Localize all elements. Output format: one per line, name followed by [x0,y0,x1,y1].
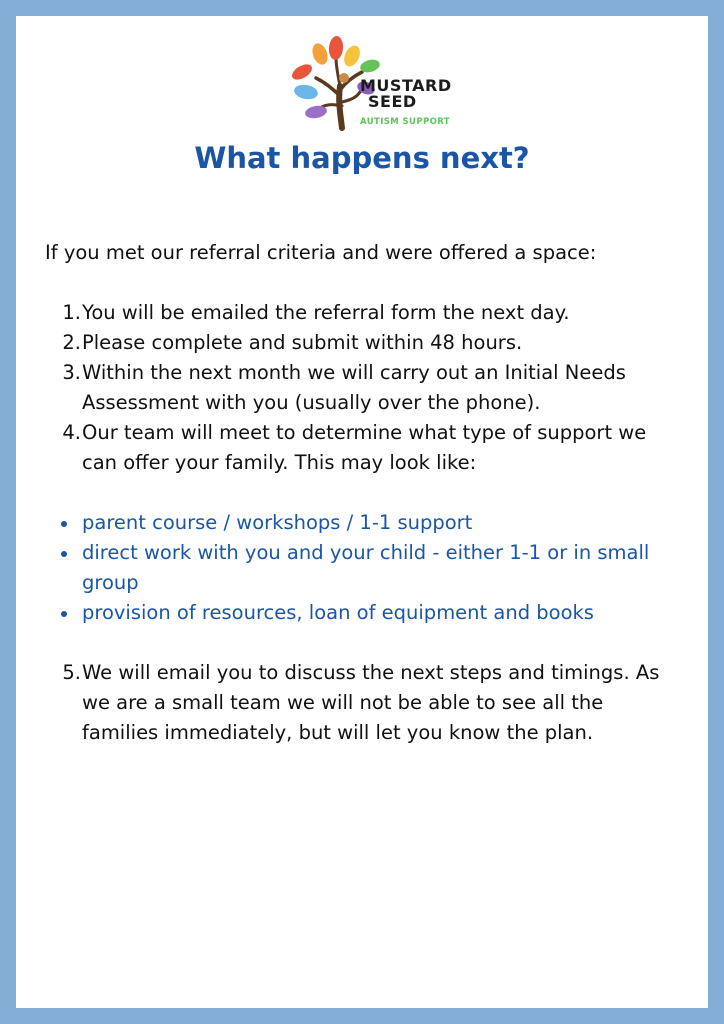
support-option [45,538,685,598]
final-steps-list [45,658,685,748]
step-item [45,358,685,418]
steps-list [45,298,685,478]
brand-name-line2: SEED [368,92,417,111]
step-number: 1. [62,301,81,324]
main-content [45,238,685,748]
step-text: You will be emailed the referral form the next day. [82,301,570,324]
support-option-text: provision of resources, loan of equipment and books [82,601,594,624]
brand-name-line1: MUSTARD [360,76,452,95]
step-text: Our team will meet to determine what type of support we can offer your family. This may look like: [82,421,647,474]
step-text: We will email you to discuss the next steps and timings. As we are a small team we will not be able to see all the families immediately, but will let you know the plan. [82,661,660,744]
step-number: 3. [62,361,81,384]
support-options-list [45,508,685,628]
step-text: Please complete and submit within 48 hours. [82,331,523,354]
brand-subtitle: AUTISM SUPPORT [360,117,450,127]
bullet-icon [61,551,67,557]
mustard-seed-logo [280,30,460,134]
step-item [45,298,685,328]
step-item [45,418,685,478]
bullet-icon [61,521,67,527]
support-option [45,598,685,628]
intro-text: If you met our referral criteria and were offered a space: [45,241,597,264]
step-number: 2. [62,331,81,354]
bullet-icon [61,611,67,617]
step-text: Within the next month we will carry out an Initial Needs Assessment with you (usually over the phone). [82,361,626,414]
step-number: 5. [62,661,81,684]
support-option-text: direct work with you and your child - either 1-1 or in small group [82,541,650,594]
step-item [45,658,685,748]
step-item [45,328,685,358]
document-page [16,16,708,1008]
page-title: What happens next? [194,141,530,175]
support-option [45,508,685,538]
support-option-text: parent course / workshops / 1-1 support [82,511,473,534]
step-number: 4. [62,421,81,444]
